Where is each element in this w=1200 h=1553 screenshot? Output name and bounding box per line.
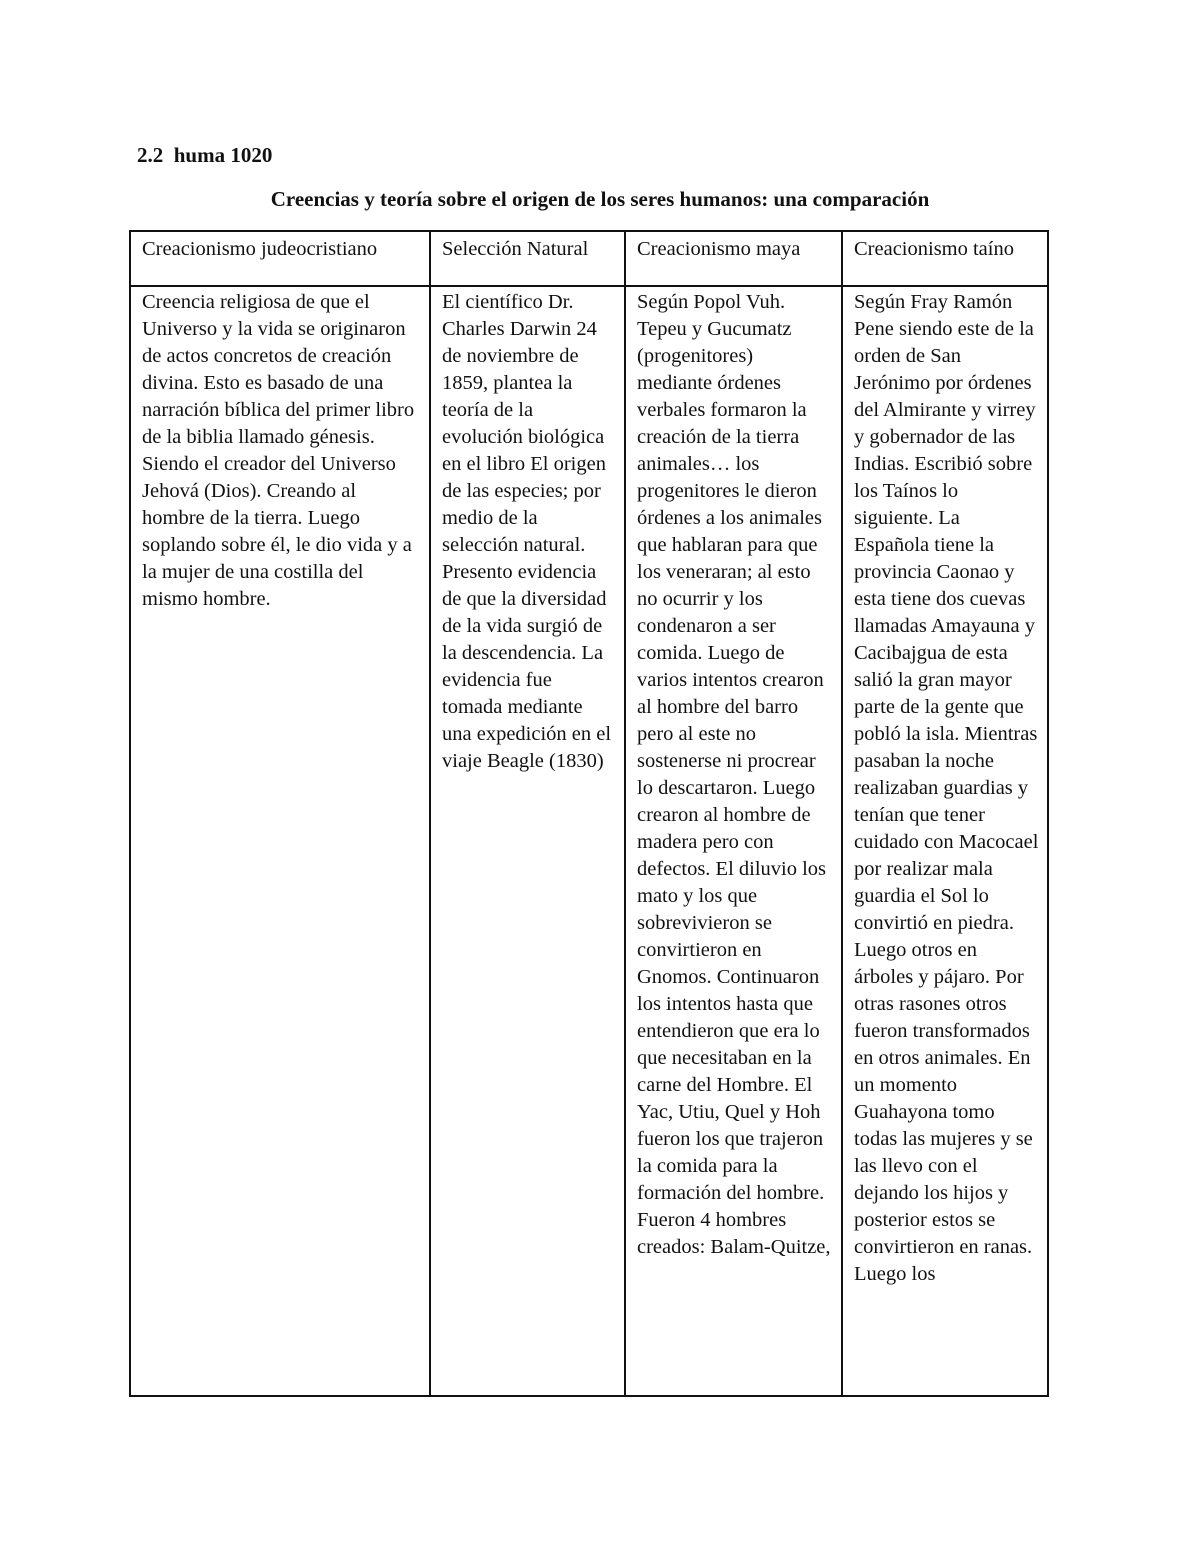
body-cell-maya <box>625 286 842 1396</box>
table-body-row <box>130 286 1048 1396</box>
body-cell-judeocristiano <box>130 286 430 1396</box>
table-header-row <box>130 231 1048 286</box>
body-cell-seleccion-natural <box>430 286 625 1396</box>
header-cell-taino: Creacionismo taíno <box>842 231 1048 286</box>
header-cell-maya: Creacionismo maya <box>625 231 842 286</box>
cell-text: Creencia religiosa de que el Universo y la vida se originaron de actos concretos de creación divina. Esto es basado de una narración bíblica del primer libro de la biblia llamado génesis. Siendo el creador del Universo Jehová (Dios). Creando al hombre de la tierra. Luego soplando sobre él, le dio vida y a la mujer de una costilla del mismo hombre. <box>142 291 415 610</box>
cell-text: Según Popol Vuh. Tepeu y Gucumatz (progenitores) mediante órdenes verbales formaron la creación de la tierra animales… los progenitores le dieron órdenes a los animales que hablaran para que los veneraran; al esto no ocurrir y los condenaron a ser comida. Luego de varios intentos crearon al hombre del barro pero al este no sostenerse ni procrear lo descartaron. Luego crearon al hombre de madera pero con defectos. El diluvio los mato y los que sobrevivieron se convirtieron en Gnomos. Continuaron los intentos hasta que entendieron que era lo que necesitaban en la carne del Hombre. El Yac, Utiu, Quel y Hoh fueron los que trajeron la comida para la formación del hombre. Fueron 4 hombres creados: Balam-Quitze, <box>637 291 831 1258</box>
document-title: Creencias y teoría sobre el origen de los seres humanos: una comparación <box>270 187 930 211</box>
comparison-table <box>129 230 1049 1397</box>
cell-text: Según Fray Ramón Pene siendo este de la orden de San Jerónimo por órdenes del Almirante y virrey y gobernador de las Indias. Escribió sobre los Taínos lo siguiente. La Española tiene la provincia Caonao y esta tiene dos cuevas llamadas Amayauna y Cacibajgua de esta salió la gran mayor parte de la gente que pobló la isla. Mientras pasaban la noche realizaban guardias y tenían que tener cuidado con Macocael por realizar mala guardia el Sol lo convirtió en piedra. Luego otros en árboles y pájaro. Por otras rasones otros fueron transformados en otros animales. En un momento Guahayona tomo todas las mujeres y se las llevo con el dejando los hijos y posterior estos se convirtieron en ranas. Luego los <box>854 291 1039 1285</box>
body-cell-taino <box>842 286 1048 1396</box>
cell-text: El científico Dr. Charles Darwin 24 de noviembre de 1859, plantea la teoría de la evolución biológica en el libro El origen de las especies; por medio de la selección natural. Presento evidencia de que la diversidad de la vida surgió de la descendencia. La evidencia fue tomada mediante una expedición en el viaje Beagle (1830) <box>442 291 612 772</box>
section-label: 2.2 huma 1020 <box>137 143 273 167</box>
header-cell-judeocristiano: Creacionismo judeocristiano <box>130 231 430 286</box>
header-cell-seleccion-natural: Selección Natural <box>430 231 625 286</box>
